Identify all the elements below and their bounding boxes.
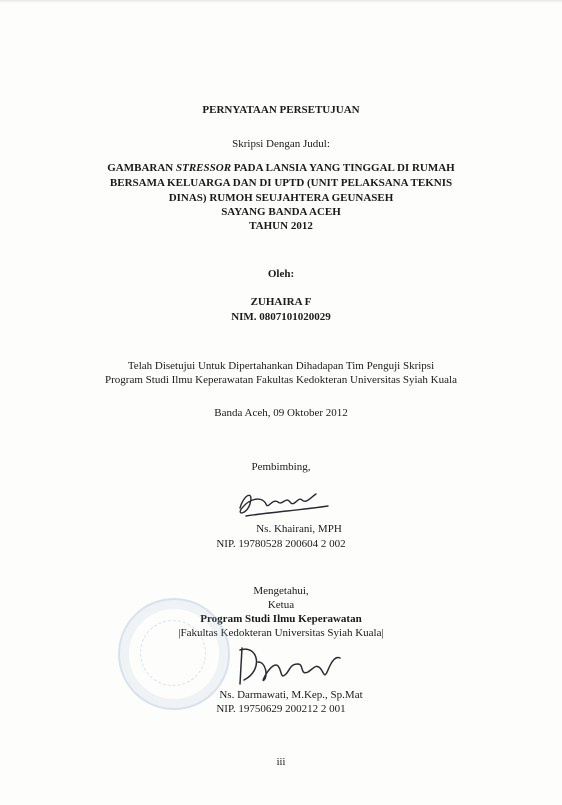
acknowledged-faculty-row <box>0 627 562 639</box>
page-number: iii <box>276 757 286 768</box>
thesis-title-line-2: BERSAMA KELUARGA DAN DI UPTD (UNIT PELAKSANA TEKNIS <box>109 177 453 189</box>
by-label: Oleh: <box>267 268 295 280</box>
subheading: Skripsi Dengan Judul: <box>232 138 330 150</box>
title-prefix: GAMBARAN <box>107 162 176 174</box>
bracket-left: | <box>178 627 181 639</box>
acknowledged-label: Mengetahui, <box>253 585 309 597</box>
author-name: ZUHAIRA F <box>250 296 312 308</box>
head-name: Ns. Darmawati, M.Kep., Sp.Mat <box>219 689 363 701</box>
scan-edge <box>0 0 562 3</box>
title-suffix: PADA LANSIA YANG TINGGAL DI RUMAH <box>231 162 455 174</box>
acknowledged-role: Ketua <box>267 599 295 611</box>
supervisor-nip: NIP. 19780528 200604 2 002 <box>216 538 346 550</box>
acknowledged-program: Program Studi Ilmu Keperawatan <box>200 613 362 625</box>
bracket-right: | <box>381 627 384 639</box>
thesis-title-line-5: TAHUN 2012 <box>249 220 313 232</box>
acknowledged-faculty: Fakultas Kedokteran Universitas Syiah Kuala <box>180 627 382 639</box>
thesis-title-line-3: DINAS) RUMOH SEUJAHTERA GEUNASEH <box>168 192 394 204</box>
page-heading: PERNYATAAN PERSETUJUAN <box>202 104 360 116</box>
title-italic-word: STRESSOR <box>176 162 232 174</box>
approval-line-1: Telah Disetujui Untuk Dipertahankan Dihadapan Tim Penguji Skripsi <box>127 360 435 372</box>
approval-line-2: Program Studi Ilmu Keperawatan Fakultas Kedokteran Universitas Syiah Kuala <box>105 374 457 386</box>
thesis-title-line-1 <box>0 162 562 174</box>
seal-inner-ring <box>140 620 206 686</box>
author-nim: NIM. 0807101020029 <box>231 311 331 323</box>
place-date: Banda Aceh, 09 Oktober 2012 <box>214 407 348 419</box>
supervisor-label: Pembimbing, <box>251 461 311 473</box>
supervisor-name: Ns. Khairani, MPH <box>256 523 342 535</box>
thesis-title-line-4: SAYANG BANDA ACEH <box>221 206 341 218</box>
head-nip: NIP. 19750629 200212 2 001 <box>216 703 346 715</box>
head-signature <box>228 640 350 692</box>
supervisor-signature <box>232 486 332 522</box>
